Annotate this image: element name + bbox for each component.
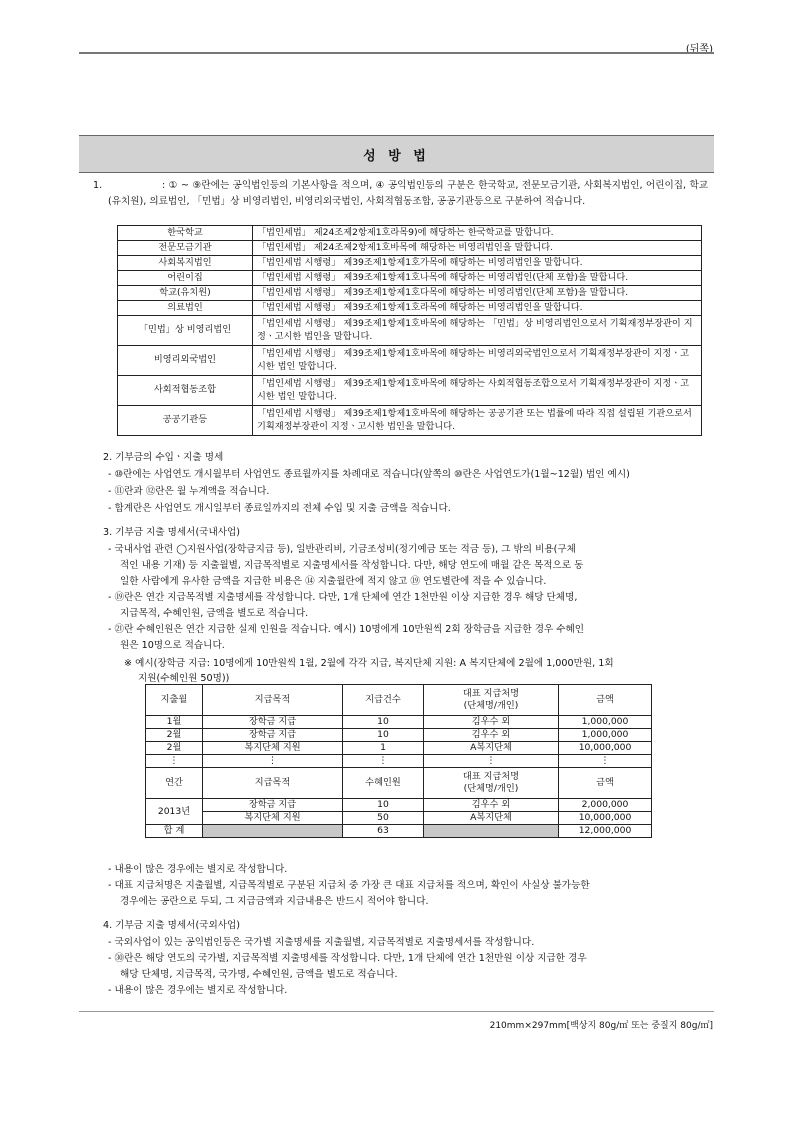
- section1-text: [93, 178, 708, 210]
- section3-bullet-line: 지급목적, 수혜인원, 금액을 별도로 적습니다.: [120, 608, 309, 619]
- example-table: [145, 684, 652, 838]
- title-bar: [79, 135, 714, 173]
- ellipsis-cell: ⋮: [343, 755, 424, 768]
- cell-payee: 김우수 외: [424, 716, 559, 729]
- cell-people: 10: [343, 799, 424, 812]
- org-row: [118, 241, 702, 256]
- bottom-rule: [79, 1011, 714, 1012]
- example-note-line: ※ 예시(장학금 지급: 10명에게 10만원씩 1월, 2월에 각각 지급, 복지단체 지원: A 복지단체에 2월에 1,000만원, 1회: [124, 658, 614, 669]
- section3-after-note: 경우에는 공란으로 두되, 그 지급금액과 지급내용은 반드시 적어야 합니다.: [120, 896, 429, 907]
- section4-bullet: - 내용이 많은 경우에는 별지로 작성합니다.: [108, 985, 288, 996]
- cell-amount: 1,000,000: [559, 729, 652, 742]
- col-header-line: (단체명/개인): [463, 783, 519, 794]
- org-row: [118, 226, 702, 241]
- table-row: [146, 812, 652, 825]
- org-row: [118, 286, 702, 301]
- section3-heading: 3. 기부금 지출 명세서(국내사업): [103, 527, 240, 538]
- org-desc: 「법인세법 시행령」 제39조제1항제1호바목에 해당하는 사회적협동조합으로서 기획재정부장관이 지정ㆍ고시한 법인 말합니다.: [253, 376, 702, 406]
- cell-people: 50: [343, 812, 424, 825]
- col-header-line: (단체명/개인): [463, 700, 519, 711]
- section4-heading: 4. 기부금 지출 명세서(국외사업): [103, 920, 240, 931]
- section3-bullet-line: - ⑲란은 연간 지급목적별 지출명세를 작성합니다. 다만, 1개 단체에 연간 1천만원 이상 지급한 경우 해당 단체명,: [108, 592, 578, 603]
- section3-bullet-line: 일한 사람에게 유사한 금액을 지급한 비용은 ⑭ 지출월란에 적지 않고 ⑲ 연도별란에 적을 수 있습니다.: [120, 576, 547, 587]
- section2-bullet: - ⑪란과 ⑫란은 월 누계액을 적습니다.: [108, 486, 270, 497]
- org-row: [118, 376, 702, 406]
- org-type: 전문모금기관: [118, 241, 253, 256]
- org-desc: 「법인세법」 제24조제2항제1호라목9)에 해당하는 한국학교를 말합니다.: [253, 226, 702, 241]
- col-header: 지급건수: [343, 685, 424, 716]
- col-header: 연간: [146, 768, 203, 799]
- total-amount: 12,000,000: [559, 825, 652, 838]
- section1-body: : ① ~ ⑨란에는 공익법인등의 기본사항을 적으며, ④ 공익법인등의 구분은 한국학교, 전문모금기관, 사회복지법인, 어린이집, 학교(유치원), 의료법인, 「민법」상 비영리법인, 비영리외국법인, 사회적협동조합, 공공기관등으로 구분하여 적습니다.: [108, 180, 708, 207]
- col-header: 지출월: [146, 685, 203, 716]
- total-row: [146, 825, 652, 838]
- org-type: 「민법」상 비영리법인: [118, 316, 253, 346]
- shaded-cell: [203, 825, 343, 838]
- cell-payee: 김우수 외: [424, 729, 559, 742]
- org-desc: 「법인세법 시행령」 제39조제1항제1호바목에 해당하는 「민법」상 비영리법인으로서 기획재정부장관이 지정ㆍ고시한 법인을 말합니다.: [253, 316, 702, 346]
- section4-bullet: - ㉚란은 해당 연도의 국가별, 지급목적별 지출명세를 작성합니다. 다만, 1개 단체에 연간 1천만원 이상 지급한 경우: [108, 953, 587, 964]
- col-header: 지급목적: [203, 768, 343, 799]
- section3-bullet-line: 원은 10명으로 적습니다.: [120, 640, 225, 651]
- section3-bullet-line: - ㉑란 수혜인원은 연간 지급한 실제 인원을 적습니다. 예시) 10명에게 10만원씩 2회 장학금을 지급한 경우 수혜인: [108, 624, 585, 635]
- ellipsis-cell: ⋮: [146, 755, 203, 768]
- cell-year: 2013년: [146, 799, 203, 825]
- org-desc: 「법인세법 시행령」 제39조제1항제1호바목에 해당하는 공공기관 또는 법률에 따라 직접 설립된 기관으로서 기획재정부장관이 지정ㆍ고시한 법인을 말합니다.: [253, 406, 702, 436]
- example-header-row-2: [146, 768, 652, 799]
- ellipsis-cell: ⋮: [203, 755, 343, 768]
- page-title: 성 방 법: [363, 148, 430, 164]
- org-type: 학교(유치원): [118, 286, 253, 301]
- org-desc: 「법인세법 시행령」 제39조제1항제1호라목에 해당하는 비영리법인을 말합니다.: [253, 301, 702, 316]
- total-people: 63: [343, 825, 424, 838]
- org-type: 의료법인: [118, 301, 253, 316]
- paper-spec-footer: 210mm×297mm[백상지 80g/㎡ 또는 중질지 80g/㎡]: [489, 1021, 713, 1031]
- ellipsis-cell: ⋮: [424, 755, 559, 768]
- org-type: 사회적협동조합: [118, 376, 253, 406]
- section2-bullet: - ⑩란에는 사업연도 개시월부터 사업연도 종료월까지를 차례대로 적습니다(앞쪽의 ⑩란은 사업연도가(1월~12월) 법인 예시): [108, 469, 630, 480]
- cell-payee: 김우수 외: [424, 799, 559, 812]
- ellipsis-row: [146, 755, 652, 768]
- cell-purpose: 복지단체 지원: [203, 812, 343, 825]
- cell-count: 10: [343, 729, 424, 742]
- col-header: 지급목적: [203, 685, 343, 716]
- ellipsis-cell: ⋮: [559, 755, 652, 768]
- cell-count: 1: [343, 742, 424, 755]
- cell-purpose: 복지단체 지원: [203, 742, 343, 755]
- col-header: [424, 768, 559, 799]
- example-note-line: 지원(수혜인원 50명)): [138, 673, 230, 684]
- col-header: 수혜인원: [343, 768, 424, 799]
- org-desc: 「법인세법 시행령」 제39조제1항제1호나목에 해당하는 비영리법인(단체 포함)을 말합니다.: [253, 271, 702, 286]
- section2-bullet: - 합계란은 사업연도 개시일부터 종료일까지의 전체 수입 및 지출 금액을 적습니다.: [108, 503, 451, 514]
- example-header-row: [146, 685, 652, 716]
- org-row: [118, 271, 702, 286]
- cell-amount: 1,000,000: [559, 716, 652, 729]
- cell-amount: 2,000,000: [559, 799, 652, 812]
- col-header: [424, 685, 559, 716]
- org-desc: 「법인세법 시행령」 제39조제1항제1호다목에 해당하는 비영리법인(단체 포함)을 말합니다.: [253, 286, 702, 301]
- org-type: 한국학교: [118, 226, 253, 241]
- col-header: 금액: [559, 685, 652, 716]
- section3-after-note: - 내용이 많은 경우에는 별지로 작성합니다.: [108, 864, 288, 875]
- cell-month: 2월: [146, 742, 203, 755]
- org-type: 비영리외국법인: [118, 346, 253, 376]
- cell-payee: A복지단체: [424, 742, 559, 755]
- org-type: 어린이집: [118, 271, 253, 286]
- cell-month: 2월: [146, 729, 203, 742]
- col-header: 금액: [559, 768, 652, 799]
- table-row: [146, 729, 652, 742]
- total-label: 합 계: [146, 825, 203, 838]
- top-rule: [79, 52, 714, 54]
- col-header-line: 대표 지급처명: [462, 771, 520, 782]
- col-header-line: 대표 지급처명: [462, 688, 520, 699]
- table-row: [146, 716, 652, 729]
- org-row: [118, 316, 702, 346]
- org-type-table: [117, 225, 702, 436]
- section3-after-note: - 대표 지급처명은 지출월별, 지급목적별로 구분된 지급처 중 가장 큰 대표 지급처를 적으며, 확인이 사실상 불가능한: [108, 880, 590, 891]
- section3-bullet-line: 적인 내용 기재) 등 지출월별, 지급목적별로 지출명세서를 작성합니다. 다만, 해당 연도에 매월 같은 목적으로 동: [120, 560, 584, 571]
- org-row: [118, 406, 702, 436]
- section2-heading: 2. 기부금의 수입ㆍ지출 명세: [103, 452, 224, 463]
- cell-purpose: 장학금 지급: [203, 716, 343, 729]
- section3-bullet-line: - 국내사업 관련 ◯지원사업(장학금지급 등), 일반관리비, 기금조성비(정기예금 또는 적금 등), 그 밖의 비용(구체: [108, 544, 576, 555]
- table-row: [146, 799, 652, 812]
- org-type: 사회복지법인: [118, 256, 253, 271]
- page-side-note: (뒤쪽): [685, 44, 713, 55]
- section4-bullet: - 국외사업이 있는 공익법인등은 국가별 지출명세를 지출월별, 지급목적별로 지출명세서를 작성합니다.: [108, 937, 535, 948]
- org-row: [118, 346, 702, 376]
- cell-payee: A복지단체: [424, 812, 559, 825]
- org-row: [118, 256, 702, 271]
- org-desc: 「법인세법 시행령」 제39조제1항제1호바목에 해당하는 비영리외국법인으로서 기획재정부장관이 지정ㆍ고시한 법인 말합니다.: [253, 346, 702, 376]
- org-desc: 「법인세법」 제24조제2항제1호바목에 해당하는 비영리법인을 말합니다.: [253, 241, 702, 256]
- cell-amount: 10,000,000: [559, 812, 652, 825]
- section1-number: 1.: [93, 180, 103, 191]
- shaded-cell: [424, 825, 559, 838]
- org-row: [118, 301, 702, 316]
- cell-amount: 10,000,000: [559, 742, 652, 755]
- cell-month: 1월: [146, 716, 203, 729]
- org-desc: 「법인세법 시행령」 제39조제1항제1호가목에 해당하는 비영리법인을 말합니다.: [253, 256, 702, 271]
- cell-purpose: 장학금 지급: [203, 729, 343, 742]
- cell-purpose: 장학금 지급: [203, 799, 343, 812]
- section4-bullet: 해당 단체명, 지급목적, 국가명, 수혜인원, 금액을 별도로 적습니다.: [120, 969, 398, 980]
- cell-count: 10: [343, 716, 424, 729]
- table-row: [146, 742, 652, 755]
- org-type: 공공기관등: [118, 406, 253, 436]
